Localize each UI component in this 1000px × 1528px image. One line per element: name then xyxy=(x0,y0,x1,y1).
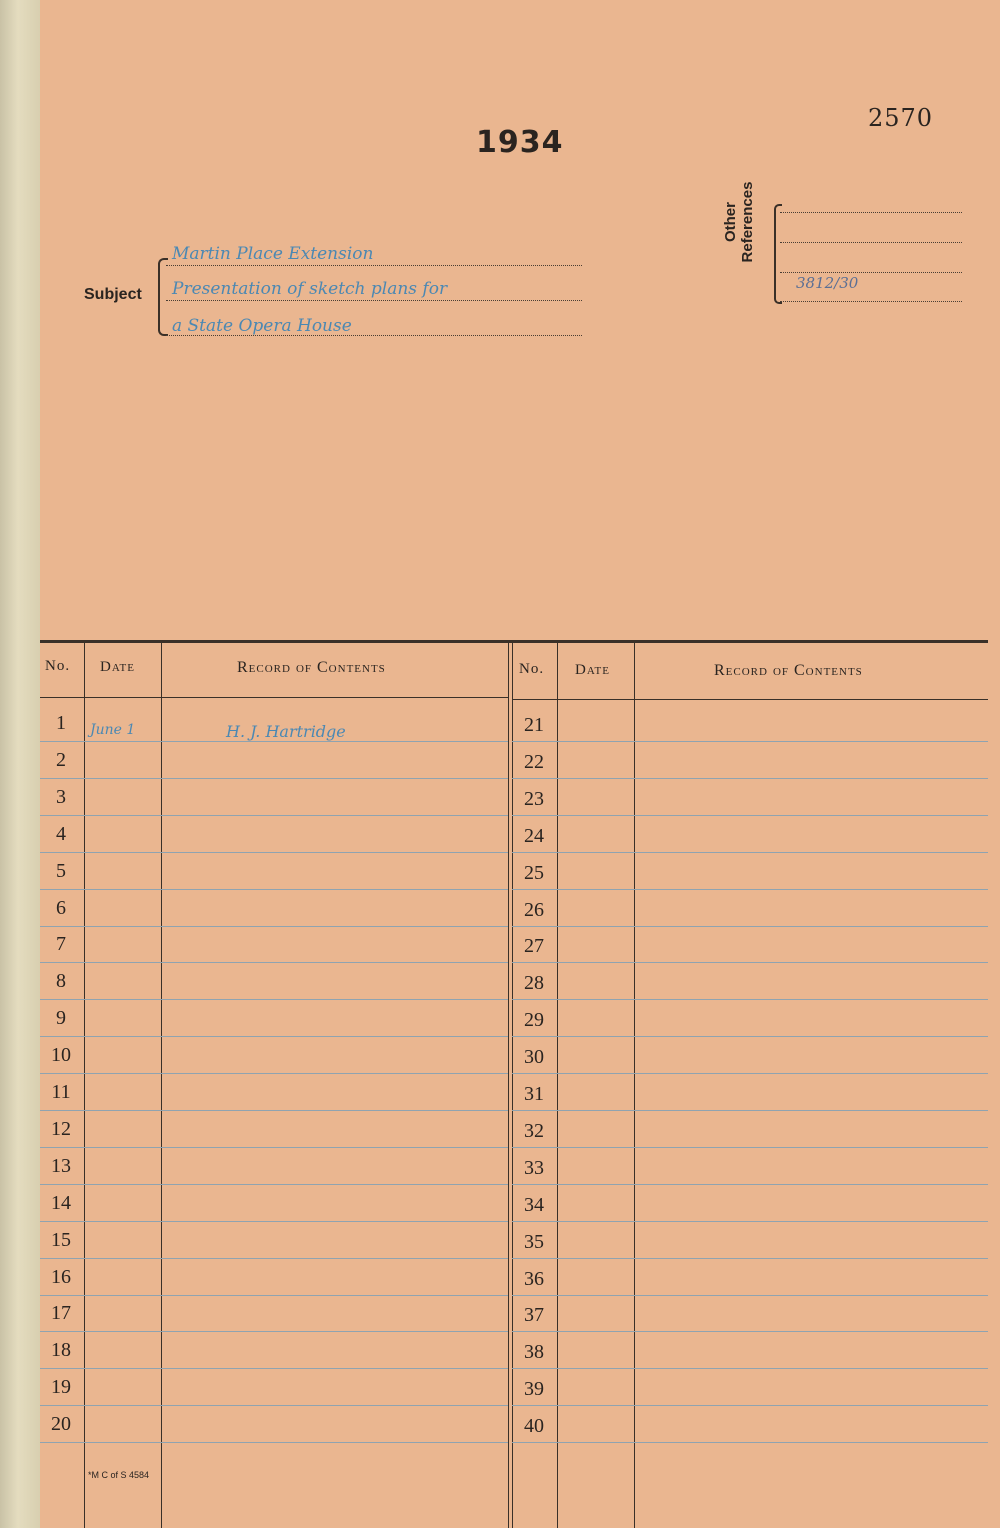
subject-line xyxy=(166,299,582,301)
row-number: 28 xyxy=(524,972,544,995)
row-line xyxy=(512,1110,988,1111)
row-line xyxy=(40,962,508,963)
row-number: 29 xyxy=(524,1009,544,1032)
row-line xyxy=(40,1184,508,1185)
file-year: 1934 xyxy=(476,125,564,160)
row-line xyxy=(40,1405,508,1406)
reference-line xyxy=(780,271,962,273)
row-line xyxy=(512,1036,988,1037)
row-line xyxy=(40,1073,508,1074)
entry-record: H. J. Hartridge xyxy=(226,722,346,741)
header-no-right: No. xyxy=(519,661,545,677)
reference-entry: 3812/30 xyxy=(796,274,859,292)
row-number: 35 xyxy=(524,1230,544,1253)
reference-line xyxy=(780,241,962,243)
row-line xyxy=(40,1442,508,1443)
row-line xyxy=(512,1331,988,1332)
row-line xyxy=(512,889,988,890)
row-number: 16 xyxy=(51,1265,71,1288)
row-number: 40 xyxy=(524,1415,544,1438)
row-line xyxy=(40,1036,508,1037)
row-number: 1 xyxy=(56,712,66,734)
row-line xyxy=(40,852,508,853)
subject-brace xyxy=(158,258,168,336)
row-line xyxy=(512,1295,988,1296)
row-number: 2 xyxy=(56,748,66,771)
row-number: 10 xyxy=(51,1044,71,1067)
references-brace xyxy=(774,204,782,304)
other-references-label-line2: References xyxy=(739,181,756,263)
row-number: 38 xyxy=(524,1341,544,1364)
row-line xyxy=(512,815,988,816)
row-line xyxy=(40,741,508,742)
subject-label: Subject xyxy=(84,286,142,303)
subject-line xyxy=(166,264,582,266)
row-line xyxy=(40,1147,508,1148)
row-number: 5 xyxy=(56,859,66,882)
row-line xyxy=(512,778,988,779)
header-rule xyxy=(40,697,508,698)
row-number: 23 xyxy=(524,787,544,810)
row-number: 17 xyxy=(51,1302,71,1325)
row-number: 22 xyxy=(524,750,544,773)
row-number: 13 xyxy=(51,1154,71,1177)
reference-line xyxy=(780,211,962,213)
row-line xyxy=(40,1221,508,1222)
subject-text-line: Presentation of sketch plans for xyxy=(172,279,448,299)
subject-text-line: Martin Place Extension xyxy=(172,244,374,264)
other-references-label xyxy=(722,172,758,272)
row-line xyxy=(512,962,988,963)
row-number: 33 xyxy=(524,1156,544,1179)
row-number: 30 xyxy=(524,1046,544,1069)
reference-line xyxy=(780,300,962,302)
row-number: 18 xyxy=(51,1339,71,1362)
row-line xyxy=(512,1147,988,1148)
row-line xyxy=(512,1258,988,1259)
row-number: 6 xyxy=(56,896,66,919)
row-line xyxy=(512,741,988,742)
entry-date: June 1 xyxy=(90,722,136,738)
row-number: 27 xyxy=(524,935,544,958)
row-number: 20 xyxy=(51,1413,71,1436)
row-line xyxy=(40,1331,508,1332)
table-column-rule xyxy=(634,643,635,1528)
row-number: 14 xyxy=(51,1191,71,1214)
row-line xyxy=(512,852,988,853)
row-number: 25 xyxy=(524,861,544,884)
header-date-left: Date xyxy=(100,659,135,675)
row-number: 39 xyxy=(524,1378,544,1401)
row-number: 15 xyxy=(51,1228,71,1251)
row-line xyxy=(40,815,508,816)
row-number: 24 xyxy=(524,824,544,847)
row-line xyxy=(40,999,508,1000)
row-line xyxy=(512,999,988,1000)
row-line xyxy=(40,778,508,779)
row-line xyxy=(40,1368,508,1369)
row-number: 9 xyxy=(56,1007,66,1030)
row-line xyxy=(512,1184,988,1185)
header-record-left: Record of Contents xyxy=(237,659,386,676)
row-number: 36 xyxy=(524,1267,544,1290)
row-number: 3 xyxy=(56,785,66,808)
row-line xyxy=(512,1368,988,1369)
subject-text-line: a State Opera House xyxy=(172,316,352,336)
row-line xyxy=(512,1405,988,1406)
row-number: 12 xyxy=(51,1117,71,1140)
row-line xyxy=(512,1073,988,1074)
row-number: 37 xyxy=(524,1304,544,1327)
row-line xyxy=(40,1258,508,1259)
row-line xyxy=(40,889,508,890)
row-number: 11 xyxy=(51,1081,71,1103)
other-references-label-line1: Other xyxy=(722,202,739,243)
row-number: 26 xyxy=(524,898,544,921)
printer-imprint: *M C of S 4584 xyxy=(88,1470,150,1480)
row-number: 32 xyxy=(524,1119,544,1142)
row-line xyxy=(512,1442,988,1443)
row-line xyxy=(40,1295,508,1296)
row-line xyxy=(40,926,508,927)
row-number: 31 xyxy=(524,1083,544,1105)
folder-spine xyxy=(0,0,41,1528)
header-no-left: No. xyxy=(45,658,71,674)
header-rule xyxy=(512,699,988,700)
header-record-right: Record of Contents xyxy=(714,662,863,679)
header-date-right: Date xyxy=(575,662,610,678)
row-number: 34 xyxy=(524,1193,544,1216)
row-line xyxy=(512,1221,988,1222)
table-column-rule xyxy=(161,643,162,1528)
serial-number: 2570 xyxy=(868,104,934,132)
row-number: 4 xyxy=(56,822,66,845)
row-number: 8 xyxy=(56,970,66,993)
row-number: 21 xyxy=(524,714,544,736)
row-line xyxy=(512,926,988,927)
table-top-rule xyxy=(40,640,988,643)
row-line xyxy=(40,1110,508,1111)
row-number: 7 xyxy=(56,933,66,956)
row-number: 19 xyxy=(51,1376,71,1399)
